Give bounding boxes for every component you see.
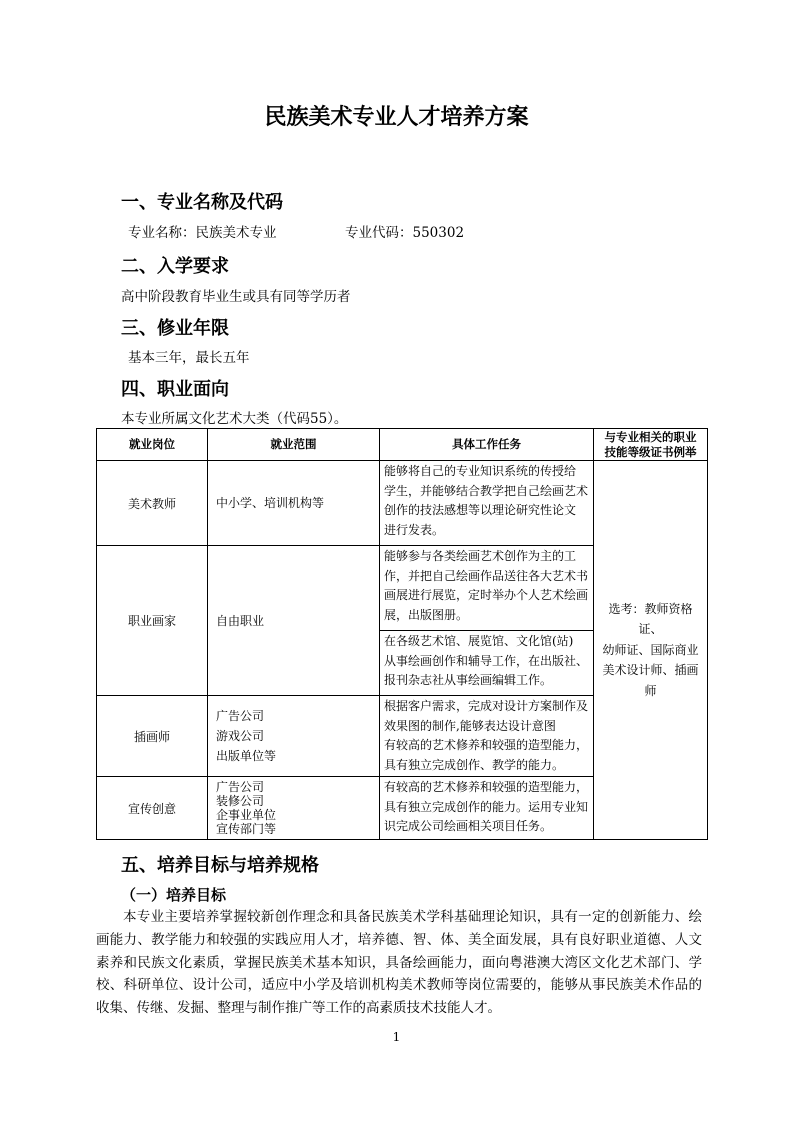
header-line: 技能等级证书例举: [604, 444, 697, 459]
task-line: 从事绘画创作和辅导工作，在出版社、: [384, 653, 589, 668]
column-header-tasks: 具体工作任务: [380, 429, 594, 461]
job-task: [380, 696, 594, 777]
certificate-line: 师: [644, 683, 657, 698]
column-header-position: 就业岗位: [97, 429, 208, 461]
goal-paragraph: 本专业主要培养掌握较新创作理念和具备民族美术学科基础理论知识，具有一定的创新能力、绘画能力、教学能力和较强的实践应用人才，培养德、智、体、美全面发展，具有良好职业道德、人文素养和民族文化素质，掌握民族美术基本知识，具备绘画能力，面向粤港澳大湾区文化艺术部门、学校、科研单位、设计公司，适应中小学及培训机构美术教师等岗位需要的，能够从事民族美术作品的收集、传继、发掘、整理与制作推广等工作的高素质技术技能人才。: [96, 909, 702, 1017]
task-line: 作，并把自己绘画作品送往各大艺术书: [384, 568, 589, 583]
task-line: 识完成公司绘画相关项目任务。: [384, 819, 553, 833]
section-heading-admission: 二、入学要求: [121, 256, 229, 277]
task-line: 展，出版图册。: [384, 607, 469, 622]
task-line: 能够将自己的专业知识系统的传授给: [384, 464, 577, 478]
career-table: [96, 428, 708, 840]
certificate-line: 幼师证、国际商业: [602, 642, 699, 657]
job-task: [380, 546, 594, 631]
task-line: 具有独立完成创作、教学的能力。: [384, 757, 565, 772]
scope-line: 中小学、培训机构等: [216, 496, 325, 510]
job-task: [380, 777, 594, 840]
task-line: 能够参与各类绘画艺术创作为主的工: [384, 549, 577, 563]
task-line: 有较高的艺术修养和较强的造型能力，: [384, 780, 589, 794]
section-heading-major-name: 一、专业名称及代码: [121, 192, 283, 213]
study-duration: 基本三年，最长五年: [128, 350, 250, 366]
table-header-row: [97, 429, 708, 461]
scope-line: 广告公司: [216, 709, 265, 723]
scope-line: 装修公司: [216, 794, 265, 808]
task-line: 创作的技法感想等以理论研究性论文: [384, 503, 577, 517]
scope-line: 自由职业: [216, 613, 265, 628]
job-position: 宣传创意: [97, 777, 208, 840]
major-code: 专业代码：550302: [345, 225, 465, 241]
job-scope: [208, 461, 380, 546]
document-title: 民族美术专业人才培养方案: [264, 105, 529, 130]
job-position: 插画师: [97, 696, 208, 777]
task-line: 学生，并能够结合教学把自己绘画艺术: [384, 483, 589, 498]
task-line: 在各级艺术馆、展览馆、文化馆(站): [384, 634, 574, 648]
job-scope: [208, 546, 380, 696]
certificate-examples: [594, 461, 708, 840]
admission-requirement: 高中阶段教育毕业生或具有同等学历者: [121, 289, 351, 305]
certificate-line: 美术设计师、插画: [602, 663, 699, 678]
task-line: 根据客户需求，完成对设计方案制作及: [384, 699, 589, 713]
section-heading-career: 四、职业面向: [121, 379, 229, 400]
job-position: 美术教师: [97, 461, 208, 546]
job-position: 职业画家: [97, 546, 208, 696]
job-task: [380, 461, 594, 546]
scope-line: 游戏公司: [216, 729, 265, 743]
major-name: 专业名称：民族美术专业: [128, 225, 277, 241]
scope-line: 宣传部门等: [216, 822, 277, 836]
job-scope: [208, 696, 380, 777]
section-heading-objectives: 五、培养目标与培养规格: [121, 855, 319, 876]
task-line: 有较高的艺术修养和较强的造型能力，: [384, 738, 589, 752]
job-scope: [208, 777, 380, 840]
scope-line: 企事业单位: [216, 808, 277, 822]
scope-line: 出版单位等: [216, 749, 277, 763]
subsection-heading-goal: （一）培养目标: [121, 886, 227, 904]
column-header-certificates: [594, 429, 708, 461]
certificate-line: 选考：教师资格证、: [608, 601, 693, 637]
section-heading-duration: 三、修业年限: [121, 318, 229, 339]
table-row: [97, 461, 708, 546]
task-line: 画展进行展览，定时举办个人艺术绘画: [384, 588, 589, 602]
job-task: [380, 631, 594, 696]
task-line: 具有独立完成创作的能力。运用专业知: [384, 799, 589, 814]
header-line: 与专业相关的职业: [604, 429, 697, 444]
scope-line: 广告公司: [216, 780, 265, 794]
task-line: 报刊杂志社从事绘画编辑工作。: [384, 673, 553, 687]
page-number: 1: [392, 1030, 401, 1044]
column-header-scope: 就业范围: [208, 429, 380, 461]
career-intro: 本专业所属文化艺术大类（代码55）。: [121, 411, 348, 427]
task-line: 进行发表。: [384, 522, 445, 537]
task-line: 效果图的制作,能够表达设计意图: [384, 718, 556, 733]
